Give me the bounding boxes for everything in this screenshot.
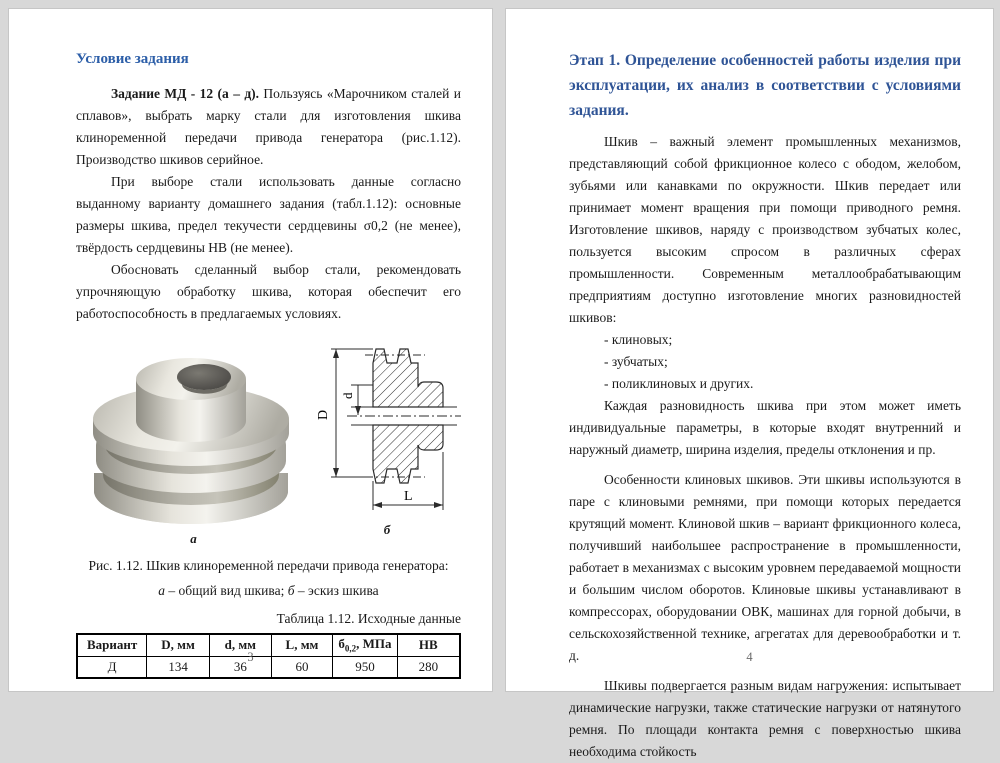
dim-label-D: D [316, 409, 331, 420]
caption-line-1: Рис. 1.12. Шкив клиноременной передачи привода генератора: [88, 558, 449, 573]
figure-label-b: б [383, 522, 391, 537]
loads-paragraph: Шкивы подвергается разным видам нагружения: испытывает динамические нагрузки, также статические нагрузки от натянутого ремня. По площади контакта ремня с поверхностью шкива необходима стойкость [569, 678, 961, 759]
cell-variant: Д [77, 656, 147, 678]
task-paragraph [76, 83, 461, 171]
list-item: - клиновых; [604, 332, 673, 347]
dim-label-L: L [404, 489, 413, 504]
cell-HB: 280 [397, 656, 460, 678]
task-lead-bold: Задание МД - 12 (а – д). [111, 86, 260, 101]
page-3 [8, 8, 493, 692]
col-sigma: $б_{0,2}$, МПа [333, 634, 397, 656]
section-title: Условие задания [76, 51, 189, 67]
stage-heading: Этап 1. Определение особенностей работы изделия при эксплуатации, их анализ в соответствии с условиями задания. [569, 52, 961, 119]
col-HB: НВ [397, 634, 460, 656]
cell-D: 134 [147, 656, 210, 678]
pulley-photo [76, 335, 311, 527]
list-item: - зубчатых; [604, 354, 668, 369]
justification-paragraph: Обосновать сделанный выбор стали, рекомендовать упрочняющую обработку шкива, которая обеспечит его работоспособность в предлагаемых условиях. [76, 262, 461, 321]
cell-d: 36 [210, 656, 272, 678]
list-item: - поликлиновых и других. [604, 376, 754, 391]
figure-caption [76, 553, 461, 603]
figure-label-a: а [190, 531, 197, 546]
cell-sigma: 950 [333, 656, 397, 678]
page-number-4: 4 [746, 650, 753, 664]
col-d: d, мм [210, 634, 272, 656]
table-label: Таблица 1.12. Исходные данные [276, 611, 461, 626]
page-4 [505, 8, 994, 759]
col-variant: Вариант [77, 634, 147, 656]
variety-paragraph: Каждая разновидность шкива при этом может иметь индивидуальные параметры, в которые входят внутренний и наружный диаметр, ширина изделия, пределы отклонения и пр. [569, 398, 961, 457]
requirements-paragraph: При выборе стали использовать данные согласно выданному варианту домашнего задания (табл.1.12): основные размеры шкива, предел текучести сердцевины σ0,2 (не менее), твёрдость сердцевины НВ (не менее). [76, 174, 461, 255]
pulley-drawing [311, 335, 463, 518]
pulley-types-list [569, 329, 961, 395]
caption-line-2: а – общий вид шкива; б – эскиз шкива [158, 583, 379, 598]
page-number-3: 3 [247, 650, 254, 664]
col-L: L, мм [271, 634, 333, 656]
features-paragraph: Особенности клиновых шкивов. Эти шкивы используются в паре с клиновыми ремнями, при помощи которых передается крутящий момент. Клиновой шкив – вариант фрикционного колеса, получивший наибольшее распространение в промышленности, работает в механизмах с высоким уровнем передаваемой мощности и большим числом оборотов. Клиновые шкивы устанавливают в компрессорах, оборудовании ОВК, машинах для горной добычи, в сельскохозяйственной технике, агрегатах для деревообработки и т. д. [569, 472, 961, 663]
task-rest: Пользуясь «Марочником сталей и сплавов», выбрать марку стали для изготовления шкива клиноременной передачи привода генератора (рис.1.12). Производство шкивов серийное. [76, 86, 461, 167]
dim-label-d: d [340, 392, 355, 399]
intro-paragraph: Шкив – важный элемент промышленных механизмов, представляющий собой фрикционное колесо с ободом, желобом, зубьями или канавками по окружности. Шкив передает или принимает момент вращения при помощи приводного ремня. Изготовление шкивов, наряду с производством зубчатых колес, пользуется высоким спросом в различных сферах промышленности. Современным металлообрабатывающим предприятиям доступно изготовление многих разновидностей шкивов: [569, 134, 961, 325]
figure-1-12 [76, 335, 461, 547]
col-D: D, мм [147, 634, 210, 656]
cell-L: 60 [271, 656, 333, 678]
figure-drawing-block [311, 335, 463, 538]
figure-photo-block [76, 335, 311, 547]
